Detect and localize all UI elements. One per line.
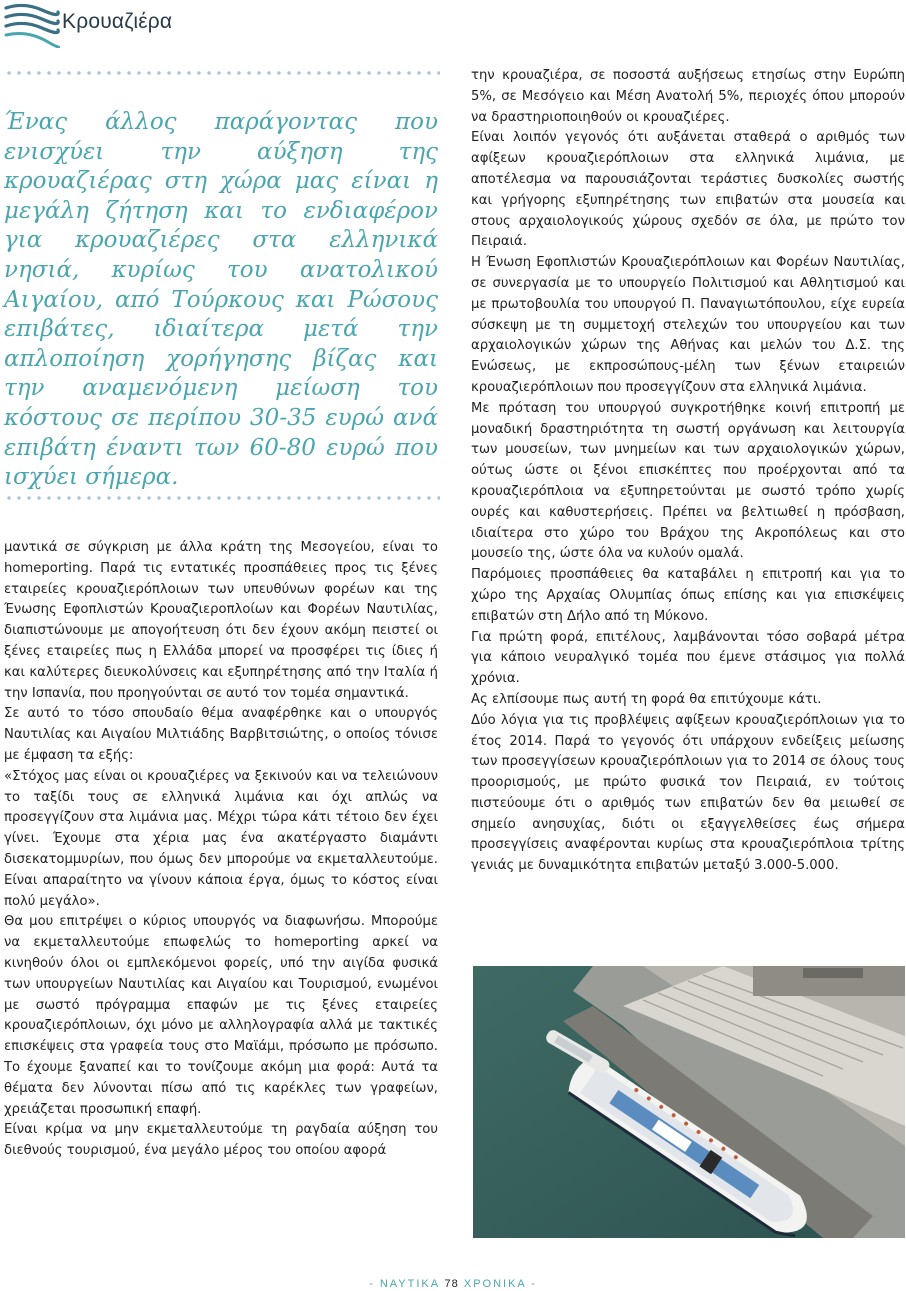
footer-publication-left: - ΝΑΥΤΙΚΑ (369, 1278, 440, 1290)
pull-quote: Ένας άλλος παράγοντας που ενισχύει την αύξηση της κρουαζιέρας στη χώρα μας είναι η μεγάλη ζήτηση και το ενδιαφέρον για κρουαζιέρες στα ελληνικά νησιά, κυρίως του ανατολικού Αιγαίου, από Τούρκους και Ρώσους επιβάτες, ιδιαίτερα μετά την απλοποίηση χορήγησης βίζας και την αναμενόμενη μείωση του κόστους σε περίπου 30-35 ευρώ ανά επιβάτη έναντι των 60-80 ευρώ που ισχύει σήμερα. (4, 109, 438, 491)
paragraph: Είναι λοιπόν γεγονός ότι αυξάνεται σταθερά ο αριθμός των αφίξεων κρουαζιερόπλοιων στα ελληνικά λιμάνια, με αποτέλεσμα να παρουσιάζονται τεράστιες δυσκολίες σωστής και γρήγορης εξυπηρέτησης των επιβατών στα μουσεία και στους αρχαιολογικούς χώρους σχεδόν σε όλα, με πρώτο τον Πειραιά. (471, 130, 905, 250)
page-footer (0, 1278, 906, 1290)
footer-publication-right: ΧΡΟΝΙΚΑ - (463, 1278, 537, 1290)
waves-logo-icon (4, 2, 60, 48)
section-header (4, 2, 304, 52)
paragraph: Με πρόταση του υπουργού συγκροτήθηκε κοινή επιτροπή με μοναδική δραστηριότητα τη σωστή οργάνωση και λειτουργία των μουσείων, των μνημείων και των αρχαιολογικών χώρων, ούτως ώστε οι ξένοι επισκέπτες που προέρχονται από τα κρουαζιερόπλοια να εξυπηρετούνται με σωστό τρόπο χωρίς ουρές και καθυστερήσεις. Πρέπει να βελτιωθεί η πρόσβαση, ιδιαίτερα στο χώρο του Βράχου της Ακροπόλεως και στο μουσείο της, ώστε όλα να κυλούν ομαλά. (471, 400, 905, 562)
paragraph: Παρόμοιες προσπάθειες θα καταβάλει η επιτροπή και για το χώρο της Αρχαίας Ολυμπίας όπως επίσης και για επισκέψεις επιβατών στη Δήλο από τη Μύκονο. (471, 567, 905, 624)
page-number: 78 (444, 1278, 459, 1290)
dotted-divider-bottom (4, 495, 440, 501)
section-title: Κρουαζιέρα (62, 10, 173, 33)
right-text-column (471, 66, 905, 877)
left-text-column (4, 538, 438, 1162)
paragraph: την κρουαζιέρα, σε ποσοστά αυξήσεως ετησίως στην Ευρώπη 5%, σε Μεσόγειο και Μέση Ανατολή 5%, περιοχές όπου μπορούν να δραστηριοποιηθούν οι κρουαζιέρες. (471, 68, 905, 125)
paragraph: Η Ένωση Εφοπλιστών Κρουαζιερόπλοιων και Φορέων Ναυτιλίας, σε συνεργασία με το υπουργείο Πολιτισμού και Αθλητισμού και με πρωτοβουλία του υπουργού Π. Παναγιωτόπουλου, είχε ευρεία σύσκεψη με τη συμμετοχή στελεχών του υπουργείου και των αρχαιολογικών χώρων της Αθήνας και μελών του Δ.Σ. της Ενώσεως, με εκπροσώπους-μέλη των ξένων εταιρειών κρουαζιερόπλοιων που προσεγγίζουν στα ελληνικά λιμάνια. (471, 255, 905, 395)
paragraph: Δύο λόγια για τις προβλέψεις αφίξεων κρουαζιερόπλοιων για το έτος 2014. Παρά το γεγονός ότι υπάρχουν ενδείξεις μείωσης των προσεγγίσεων κρουαζιερόπλοιων για το 2014 σε όλους τους προορισμούς, με πρώτο φυσικά τον Πειραιά, εν τούτοις πιστεύουμε ότι ο αριθμός των επιβατών δεν θα μειωθεί σε σημείο ανησυχίας, διότι οι εξαγγελθείσες έως σήμερα προσεγγίσεις αναφέρονται κυρίως στα κρουαζιερόπλοια τρίτης γενιάς με δυναμικότητα επιβατών μεταξύ 3.000-5.000. (471, 712, 905, 874)
cruise-ship-photo (473, 966, 905, 1238)
dotted-divider-top (4, 70, 440, 76)
paragraph: Ας ελπίσουμε πως αυτή τη φορά θα επιτύχουμε κάτι. (471, 691, 822, 707)
paragraph: μαντικά σε σύγκριση με άλλα κράτη της Μεσογείου, είναι το homeporting. Παρά τις εντατικές προσπάθειες προς τις ξένες εταιρείες κρουαζιερόπλοιων των υπευθύνων φορέων και της Ένωσης Εφοπλιστών Κρουαζιεροπλοίων και Φορέων Ναυτιλίας, διαπιστώνουμε με απογοήτευση ότι δεν έχουν ακόμη πειστεί οι ξένες εταιρείες πως η Ελλάδα μπορεί να προσφέρει τις ίδιες ή και καλύτερες διευκολύνσεις και εξυπηρέτησης από την Ιταλία ή την Ισπανία, που προηγούνται σε αυτό τον τομέα σημαντικά. (4, 540, 438, 701)
paragraph: Για πρώτη φορά, επιτέλους, λαμβάνονται τόσο σοβαρά μέτρα για κάποιο νευραλγικό τομέα που έμενε στάσιμος για πολλά χρόνια. (471, 629, 905, 687)
paragraph: Σε αυτό το τόσο σπουδαίο θέμα αναφέρθηκε και ο υπουργός Ναυτιλίας και Αιγαίου Μιλτιάδης Βαρβιτσιώτης, ο οποίος τόνισε με έμφαση τα εξής: (4, 706, 438, 763)
paragraph: Είναι κρίμα να μην εκμεταλλευτούμε τη ραγδαία αύξηση του διεθνούς τουρισμού, ένα μεγάλο μέρος του οποίου αφορά (4, 1122, 438, 1159)
paragraph: Θα μου επιτρέψει ο κύριος υπουργός να διαφωνήσω. Μπορούμε να εκμεταλλευτούμε επωφελώς το homeporting αρκεί να κινηθούν όλοι οι εμπλεκόμενοι φορείς, υπό την αιγίδα φυσικά των υπουργείων Ναυτιλίας και Αιγαίου και Τουρισμού, ενωμένοι με σωστό πρόγραμμα επαφών με τις ξένες εταιρείες κρουαζιερόπλοιων, όχι μόνο με αλληλογραφία αλλά με τακτικές επισκέψεις στα γραφεία τους στο Μαϊάμι, πρόσωπο με πρόσωπο. Το έχουμε ξαναπεί και το τονίζουμε ακόμη μια φορά: Αυτά τα θέματα δεν λύνονται πίσω από τις καρέκλες των γραφείων, χρειάζεται προσωπική επαφή. (4, 914, 438, 1117)
paragraph: «Στόχος μας είναι οι κρουαζιέρες να ξεκινούν και να τελειώνουν το ταξίδι τους σε ελληνικά λιμάνια και όχι απλώς να προσεγγίζουν στα λιμάνια μας. Μέχρι τώρα κάτι τέτοιο δεν έχει γίνει. Έχουμε στα χέρια μας ένα ακατέργαστο διαμάντι δισεκατομμυρίων, που όμως δεν μπορούμε να εκμεταλλευτούμε. Είναι απαραίτητο να γίνουν κάποια έργα, όμως το κόστος είναι πολύ μεγάλο». (4, 768, 438, 909)
